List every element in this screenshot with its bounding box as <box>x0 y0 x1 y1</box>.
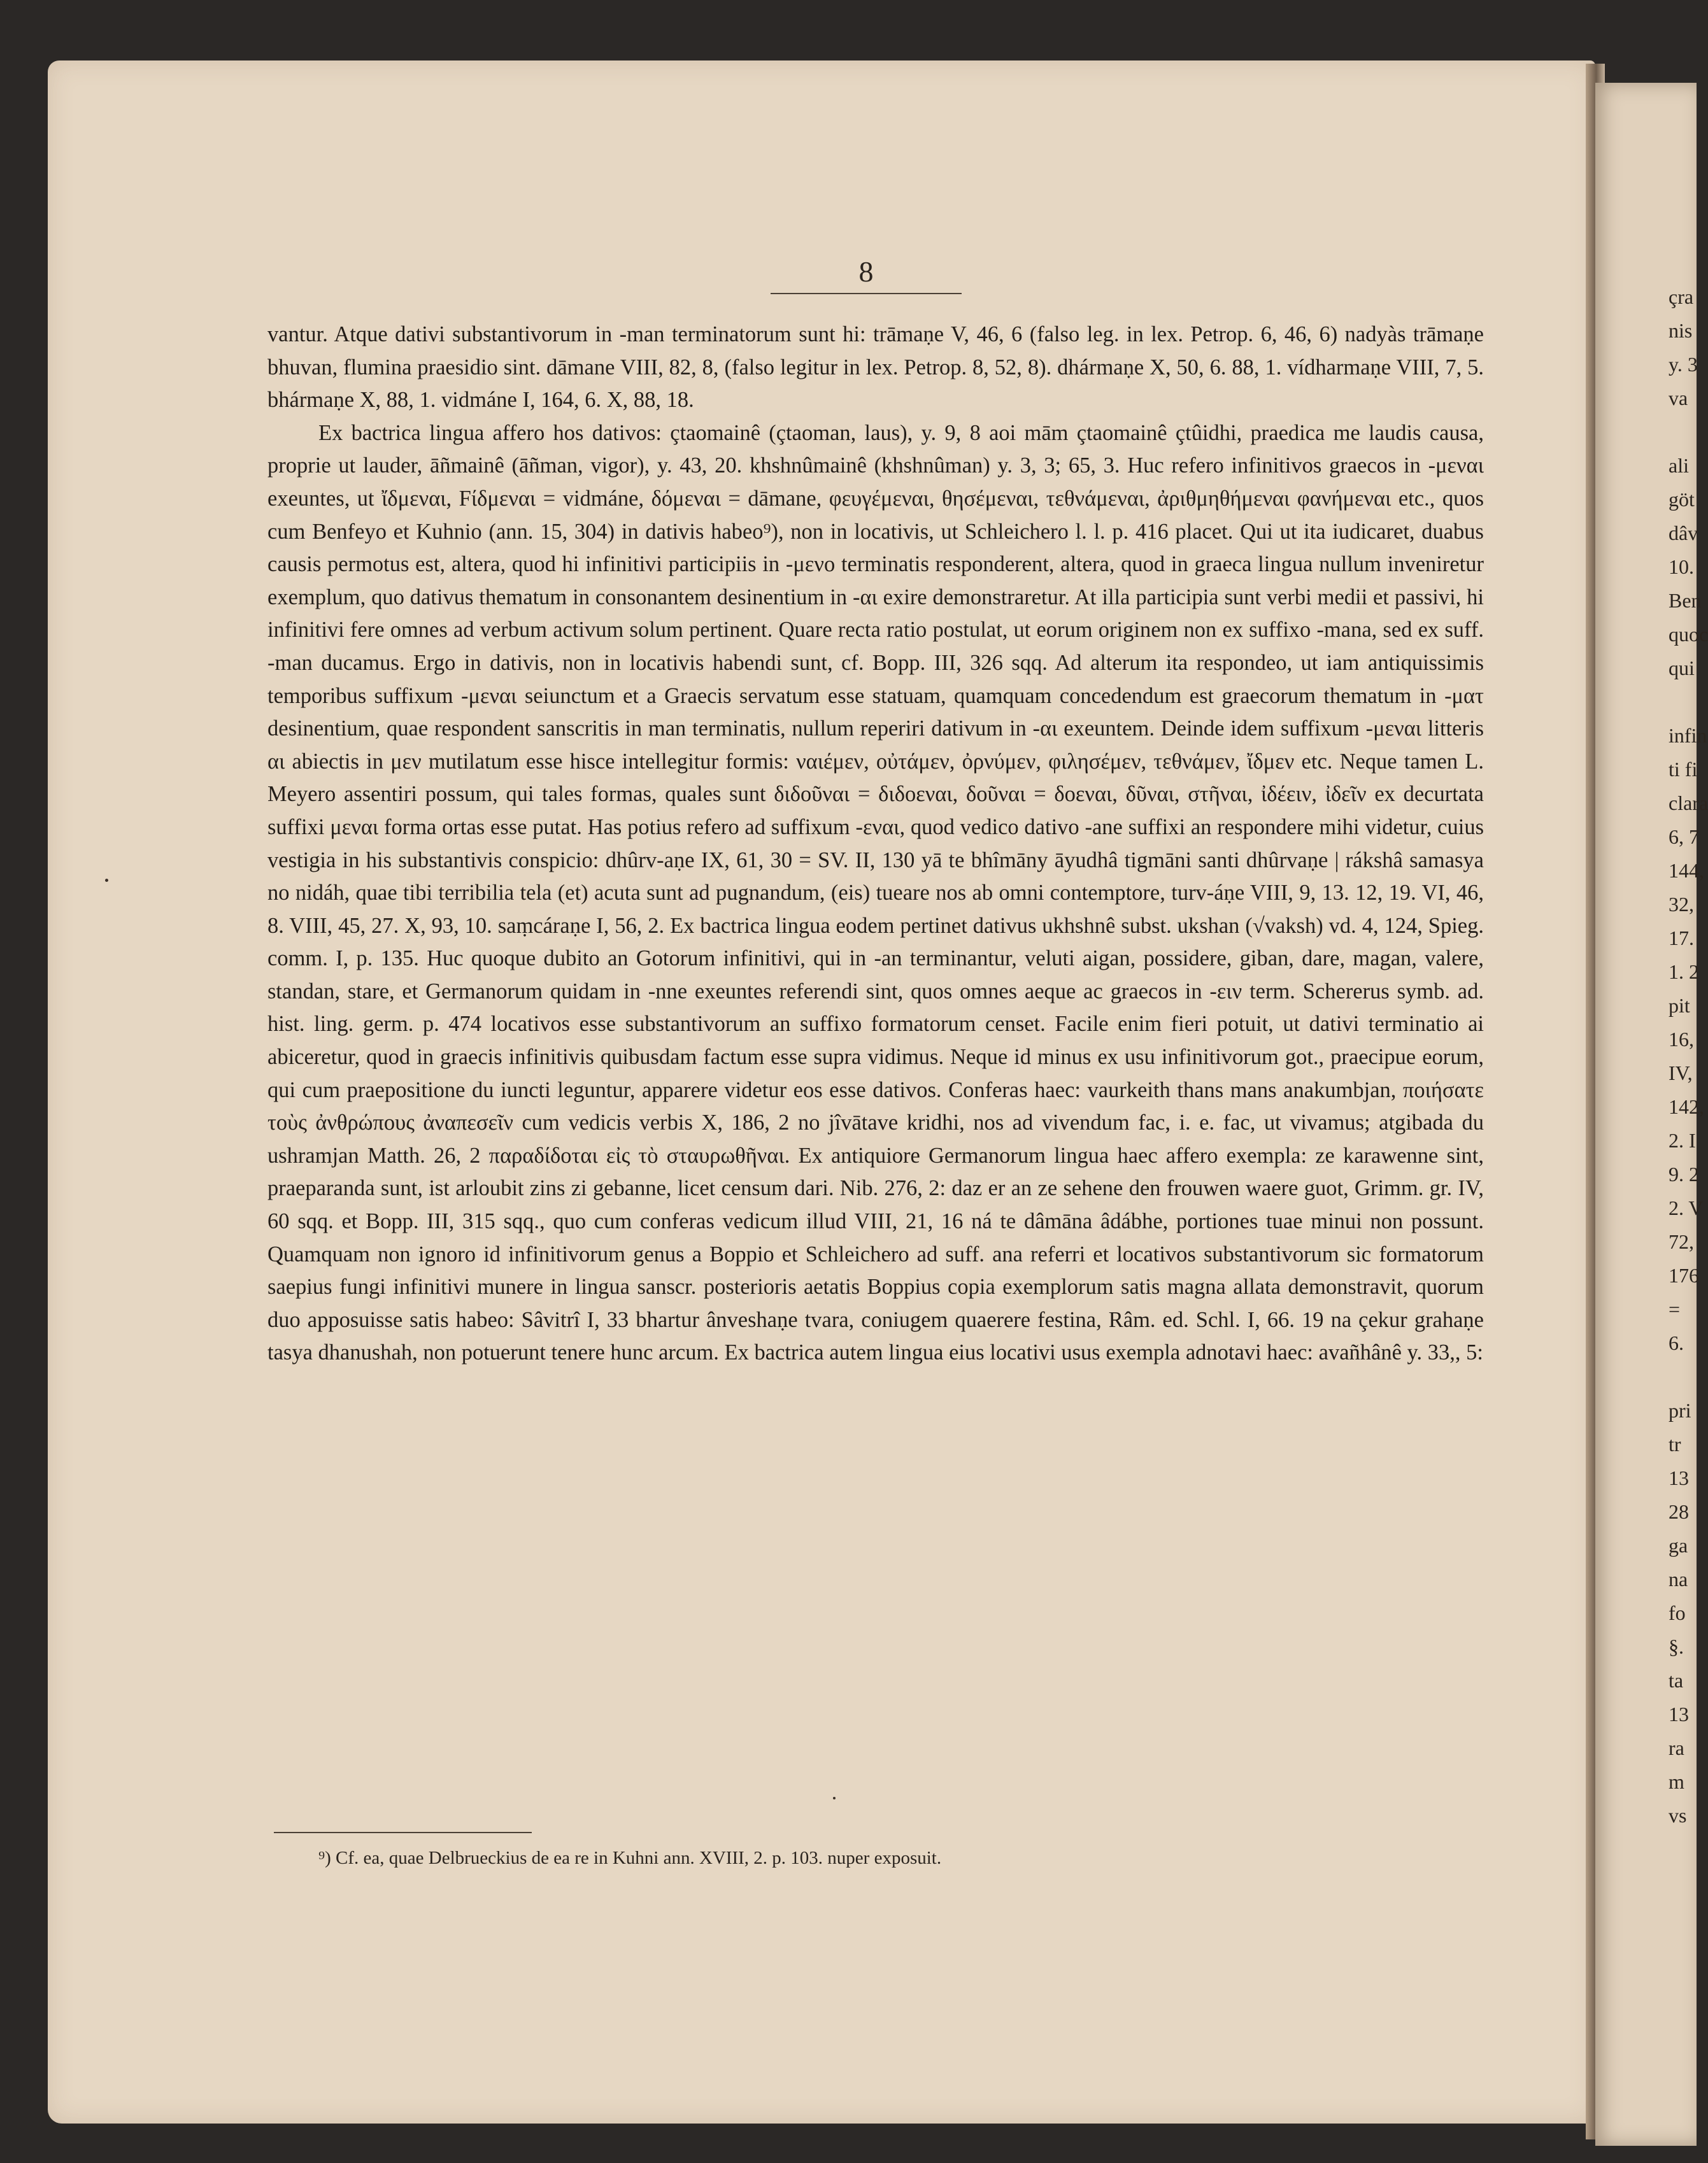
footnote: ⁹) Cf. ea, quae Delbrueckius de ea re in Kuhni ann. XVIII, 2. p. 103. nuper exposuit. <box>318 1848 942 1868</box>
adjacent-fragment: ga <box>1669 1534 1688 1557</box>
adjacent-fragment: ali <box>1669 454 1689 477</box>
adjacent-fragment: y. 3 <box>1669 353 1698 376</box>
adjacent-fragment: ti fi <box>1669 758 1698 781</box>
adjacent-fragment: ta <box>1669 1669 1684 1692</box>
adjacent-fragment: infin <box>1669 724 1707 747</box>
adjacent-fragment: 1. 2 <box>1669 960 1699 983</box>
adjacent-fragment: 10. <box>1669 555 1694 578</box>
adjacent-fragment: 13 <box>1669 1703 1689 1726</box>
adjacent-fragment: 28 <box>1669 1500 1689 1523</box>
adjacent-fragment: nis <box>1669 319 1693 342</box>
paper-speck <box>105 879 108 882</box>
adjacent-fragment: va <box>1669 387 1688 409</box>
adjacent-fragment: 9. 2 <box>1669 1163 1699 1186</box>
header-rule <box>771 293 962 294</box>
adjacent-fragment: 144, <box>1669 859 1704 882</box>
main-text <box>267 318 1484 1370</box>
adjacent-fragment: 2. V <box>1669 1196 1704 1219</box>
adjacent-fragment: 72, <box>1669 1230 1694 1253</box>
adjacent-fragment: çra <box>1669 285 1694 308</box>
adjacent-page-fragments <box>1669 280 1708 1833</box>
adjacent-fragment: 2. I <box>1669 1129 1696 1152</box>
paragraph: Ex bactrica lingua affero hos dativos: çtaomainê (çtaoman, laus), y. 9, 8 aoi mām çtaomainê çtûidhi, praedica me laudis causa, proprie ut lauder, āñmainê (āñman, vigor), y. 43, 20. khshnûmainê (khshnûman) y. 3, 3; 65, 3. Huc refero infinitivos graecos in -μεναι exeuntes, ut ἴδμεναι, Fίδμεναι = vidmáne, δόμεναι = dāmane, φευγέμεναι, θησέμεναι, τεθνάμεναι, ἀριθμηθήμεναι φανήμεναι etc., quos cum Benfeyo et Kuhnio (ann. 15, 304) in dativis habeo⁹), non in locativis, ut Schleichero l. l. p. 416 placet. Qui ut ita iudicaret, duabus causis permotus est, altera, quod hi infinitivi participiis in -μενο terminatis responderent, altera, quod in graeca lingua nullum inveniretur exemplum, quo dativus thematum in consonantem desinentium in -αι exire demonstraretur. At illa participia sunt verbi medii et passivi, hi infinitivi fere omnes ad verbum activum solum pertinent. Quare recta ratio postulat, ut eorum originem non ex suffixo -mana, sed ex suff. -man ducamus. Ergo in dativis, non in locativis habendi sunt, cf. Bopp. III, 326 sqq. Ad alterum ita respondeo, ut iam antiquissimis temporibus suffixum -μεναι seiunctum et a Graecis servatum esse statuam, quamquam concedendum est graecorum thematum in -ματ desinentium, quae respondent sanscritis in man terminatis, nullum reperiri dativum in -αι exeuntem. Deinde idem suffixum -μεναι litteris αι abiectis in μεν mutilatum esse hisce intellegitur formis: ναιέμεν, οὐτάμεν, ὀρνύμεν, φιλησέμεν, τεθνάμεν, ἴδμεν etc. Neque tamen L. Meyero assentiri possum, qui tales formas, quales sunt διδοῦναι = διδοεναι, δοῦναι = δοεναι, δῦναι, στῆναι, ἰδέειν, ἰδεῖν ex decurtata suffixi μεναι forma ortas esse putat. Has potius refero ad suffixum -εναι, quod vedico dativo -ane suffixi an respondere mihi videtur, cuius vestigia in his substantivis conspicio: dhûrv-aṇe IX, 61, 30 = SV. II, 130 yā te bhîmāny āyudhâ tigmāni santi dhûrvaṇe | rákshâ samasya no nidáh, quae tibi terribilia tela (et) acuta sunt ad pugnandum, (eis) tueare nos ab omni contemptore, turv-áṇe VIII, 9, 13. 12, 19. VI, 46, 8. VIII, 45, 27. X, 93, 10. saṃcáraṇe I, 56, 2. Ex bactrica lingua eodem pertinet dativus ukhshnê subst. ukshan (√vaksh) vd. 4, 124, Spieg. comm. I, p. 135. Huc quoque dubito an Gotorum infinitivi, qui in -an terminantur, veluti aigan, possidere, giban, dare, magan, valere, standan, stare, et Germanorum quidam in -nne exeuntes referendi sint, quos omnes aeque ac graecos in -ειν term. Schererus symb. ad. hist. ling. germ. p. 474 locativos esse substantivorum an suffixo formatorum censet. Facile enim fieri potuit, ut dativi terminatio ai abiceretur, quod in graecis infinitivis quibusdam factum esse supra vidimus. Neque id minus ex usu infinitivorum got., praecipue eorum, qui cum praepositione du iuncti leguntur, apparere videtur eos esse dativos. Conferas haec: vaurkeith thans mans anakumbjan, ποιήσατε τοὺς ἀνθρώπους ἀναπεσεῖν cum vedicis verbis X, 186, 2 no jîvātave kridhi, nos ad vivendum fac, i. e. fac, ut vivamus; atgibada du ushramjan Matth. 26, 2 παραδίδοται εἰς τὸ σταυρωθῆναι. Ex antiquiore Germanorum lingua haec affero exempla: ze karawenne sint, praeparanda sunt, ist arloubit zins zi gebanne, licet censum dari. Nib. 276, 2: daz er an ze sehene den frouwen waere guot, Grimm. gr. IV, 60 sqq. et Bopp. III, 315 sqq., quo cum conferas vedicum illud VIII, 21, 16 ná te dâmāna âdábhe, portiones tuae minui non possunt. Quamquam non ignoro id infinitivorum genus a Boppio et Schleichero ad suff. ana referri et locativos substantivorum sic formatorum saepius fungi infinitivi munere in lingua sanscr. posterioris aetatis Boppius copia exemplorum satis magna allata demonstravit, quorum duo apposuisse satis habeo: Sâvitrî I, 33 bhartur ânveshaṇe tvara, coniugem quaerere festina, Râm. ed. Schl. I, 66. 19 na çekur grahaṇe tasya dhanushah, non potuerunt tenere hunc arcum. Ex bactrica autem lingua eius locativi usus exempla adnotavi haec: avañhânê y. 33,, 5: <box>267 420 1484 1365</box>
adjacent-fragment: 17. <box>1669 926 1694 949</box>
adjacent-fragment: = <box>1669 1298 1681 1321</box>
adjacent-fragment: pri <box>1669 1399 1691 1422</box>
adjacent-fragment: göt <box>1669 488 1695 511</box>
adjacent-fragment: 142, <box>1669 1095 1704 1118</box>
adjacent-fragment: pit <box>1669 994 1690 1017</box>
adjacent-fragment: 6. <box>1669 1331 1684 1354</box>
adjacent-fragment: 6, 7 <box>1669 825 1699 848</box>
adjacent-fragment <box>1669 685 1697 719</box>
footnote-rule <box>274 1832 532 1833</box>
adjacent-fragment <box>1669 415 1697 449</box>
adjacent-fragment: §. <box>1669 1635 1684 1658</box>
adjacent-fragment <box>1669 1360 1697 1394</box>
adjacent-fragment: quoc <box>1669 623 1708 646</box>
adjacent-fragment: ra <box>1669 1736 1684 1759</box>
adjacent-fragment: 13 <box>1669 1466 1689 1489</box>
adjacent-fragment: fo <box>1669 1601 1686 1624</box>
paragraph: vantur. Atque dativi substantivorum in -man terminatorum sunt hi: trāmaṇe V, 46, 6 (falso leg. in lex. Petrop. 6, 46, 6) nadyàs trāmaṇe bhuvan, flumina praesidio sint. dāmane VIII, 82, 8, (falso legitur in lex. Petrop. 8, 52, 8). dhármaṇe X, 50, 6. 88, 1. vídharmaṇe VIII, 7, 5. bhármaṇe X, 88, 1. vidmáne I, 164, 6. X, 88, 18. <box>267 322 1484 413</box>
adjacent-fragment: na <box>1669 1568 1688 1591</box>
page-number: 8 <box>858 255 874 288</box>
adjacent-fragment: IV, <box>1669 1061 1693 1084</box>
paper-speck <box>833 1797 836 1799</box>
adjacent-fragment: 32, <box>1669 893 1694 916</box>
adjacent-fragment: clara <box>1669 791 1708 814</box>
adjacent-fragment: vs <box>1669 1804 1687 1827</box>
adjacent-fragment: tr <box>1669 1433 1681 1456</box>
adjacent-fragment: 16, <box>1669 1028 1694 1051</box>
adjacent-fragment: Ben <box>1669 589 1702 612</box>
adjacent-fragment: qui <box>1669 656 1695 679</box>
adjacent-fragment: dâv <box>1669 521 1698 544</box>
adjacent-fragment: 176 <box>1669 1264 1699 1287</box>
adjacent-fragment: m <box>1669 1770 1684 1793</box>
